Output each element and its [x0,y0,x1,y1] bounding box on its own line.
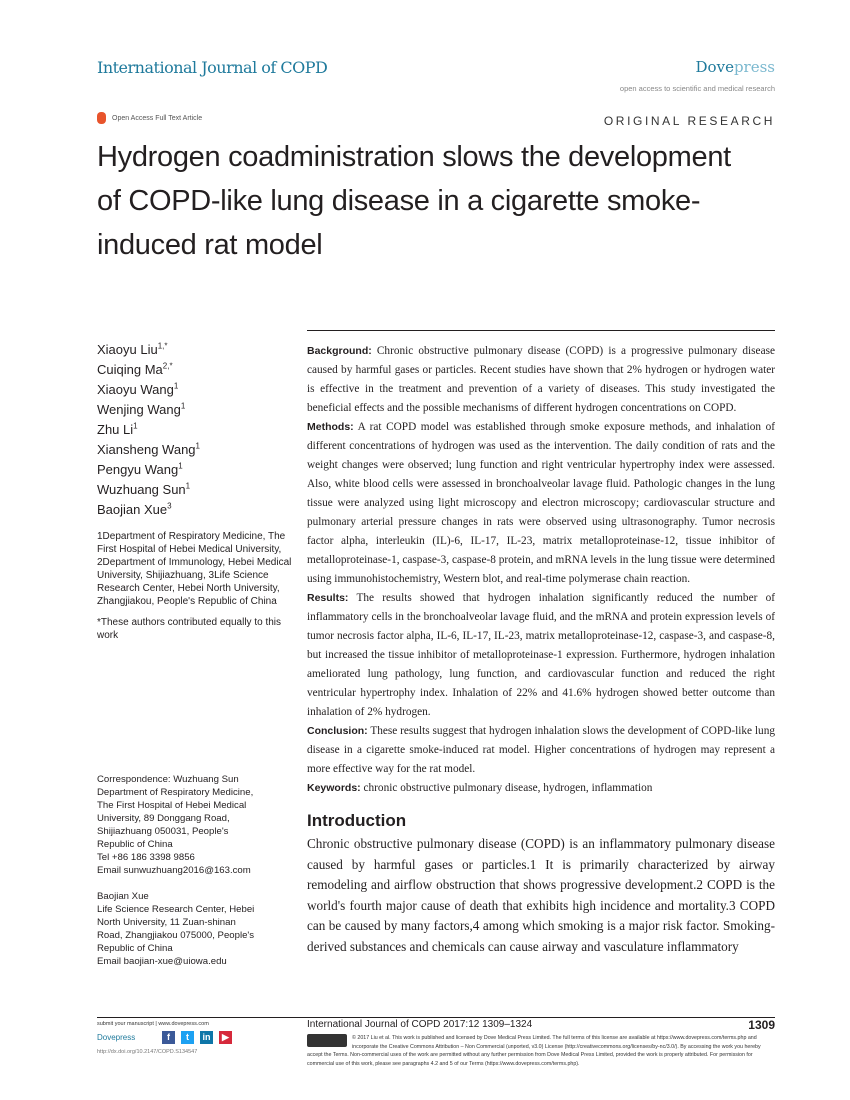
author-affiliation-mark: 1,* [157,341,168,351]
author-name: Xiaoyu Liu [97,342,158,357]
publisher-tagline: open access to scientific and medical research [619,84,775,93]
publisher-logo-a: Dove [695,58,734,76]
abstract-section [307,779,775,798]
author [97,440,297,460]
footer-dovepress-logo: Dovepress [97,1033,136,1042]
author-name: Xiaoyu Wang [97,382,174,397]
doi-link[interactable]: http://dx.doi.org/10.2147/COPD.S134547 [97,1049,198,1055]
open-access-label [97,112,202,124]
correspondence-line: Department of Respiratory Medicine, [97,787,254,798]
author-affiliation-mark: 1 [178,461,183,471]
linkedin-icon[interactable]: in [200,1031,213,1044]
social-links [162,1031,232,1044]
abstract-text: Chronic obstructive pulmonary disease (COPD) is a progressive pulmonary disease caused by harmful gases or particles. Recent studies have shown that 2% hydrogen or hydrogen water is effective in the treatment and prevention of a variety of diseases. This study investigated the beneficial effects and the possible mechanisms of different hydrogen concentrations on COPD. [307,345,775,414]
twitter-icon[interactable]: t [181,1031,194,1044]
abstract-section [307,418,775,589]
author [97,380,297,400]
correspondence-line: Life Science Research Center, Hebei [97,904,255,915]
author-name: Cuiqing Ma [97,362,163,377]
author-affiliation-mark: 1 [185,481,191,491]
correspondence-line: Email baojian-xue@uiowa.edu [97,956,227,967]
introduction-text: Chronic obstructive pulmonary disease (COPD) is an inflammatory pulmonary disease caused by harmful gases or particles.1 It is primarily characterized by airway remodeling and airflow obstruction that shows progressive development.2 COPD is the world's fourth major cause of death that exhibits high incidence and mortality.3 COPD can be caused by many factors,4 among which smoking is a major risk factor. Smoking-derived substances and chemicals can cause airway and vasculature inflammatory [307,836,775,954]
page-number: 1309 [748,1018,775,1032]
correspondence-line: Republic of China [97,839,173,850]
abstract-text: These results suggest that hydrogen inhalation slows the development of COPD-like lung disease in a cigarette smoke-induced rat model. Higher concentrations of hydrogen may represent a more effective way for the rat model. [307,725,775,775]
open-access-text: Open Access Full Text Article [112,114,203,122]
youtube-icon[interactable]: ▶ [219,1031,232,1044]
author-name: Wenjing Wang [97,402,181,417]
open-access-icon [97,112,106,124]
license-text-2: hereby accept the Terms. Non-commercial uses of the work are permitted without any further permission from Dove Medical Press Limited, provided the work is properly attributed. For permission for commercial use of this work, please see paragraphs 4.2 and 5 of our Terms (https://www.dovepress.com/terms.php). [307,1043,761,1067]
license-block [307,1034,775,1068]
abstract-label: Results: [307,592,349,604]
correspondence-2 [97,890,302,968]
author [97,340,297,360]
publisher-logo [696,58,775,76]
correspondence-line: Correspondence: Wuzhuang Sun [97,774,239,785]
creative-commons-icon [307,1034,347,1047]
journal-name: International Journal of COPD [97,58,328,77]
correspondence-group [97,773,302,968]
author-name: Pengyu Wang [97,462,179,477]
correspondence-line: Baojian Xue [97,891,149,902]
author [97,460,297,480]
abstract-section [307,722,775,779]
abstract-label: Conclusion: [307,725,368,737]
abstract-section [307,589,775,722]
author [97,480,297,500]
author-affiliation-mark: 1 [180,401,186,411]
correspondence-line: Tel +86 186 3398 9856 [97,852,195,863]
correspondence-1 [97,773,302,877]
affiliations: 1Department of Respiratory Medicine, The First Hospital of Hebei Medical University, 2Department of Immunology, Hebei Medical University, Shijiazhuang, 3Life Science Research Center, Hebei North University, Zhangjiakou, People's Republic of China [97,531,292,607]
abstract-label: Keywords: [307,782,361,794]
author-affiliation-mark: 1 [195,441,200,451]
abstract-section [307,342,775,418]
author-affiliation-mark: 3 [167,501,172,511]
author [97,400,297,420]
abstract-rule [307,330,775,331]
abstract-label: Methods: [307,421,354,433]
correspondence-line: The First Hospital of Hebei Medical [97,800,247,811]
submit-manuscript-link[interactable]: submit your manuscript | www.dovepress.com [97,1021,209,1027]
correspondence-line: Republic of China [97,943,173,954]
author-name: Wuzhuang Sun [97,482,186,497]
equal-contribution-note: *These authors contributed equally to this work [97,617,281,641]
correspondence-line: North University, 11 Zuan-shinan [97,917,236,928]
author-name: Zhu Li [97,422,134,437]
author-name: Xiansheng Wang [97,442,196,457]
author-name: Baojian Xue [97,502,168,517]
abstract-label: Background: [307,345,372,357]
article-type: ORIGINAL RESEARCH [603,114,775,128]
correspondence-line: Email sunwuzhuang2016@163.com [97,865,251,876]
author [97,360,297,380]
abstract-text: A rat COPD model was established through smoke exposure methods, and inhalation of different concentrations of hydrogen was used as the intervention. The daily condition of rats and the weight changes were observed; lung function and right ventricular hypertrophy index were assessed. Also, white blood cells were assessed in bronchoalveolar lavage fluid. Pathologic changes in the lung tissue were analyzed using light microscopy and electron microscopy; cardiovascular structure and pulmonary arterial pressure changes in rats were observed using ultrasonography. Tumor necrosis factor alpha, interleukin (IL)-6, IL-17, IL-23, matrix metalloproteinase-12, tissue inhibitor of metalloproteinase-1, caspase-3, caspase-8 protein, and mRNA levels in the lung tissue were determined using immunohistochemistry, Western blot, and real-time polymerase chain reaction. [307,421,775,585]
publisher-logo-b: press [733,58,775,76]
article-title: Hydrogen coadministration slows the development of COPD-like lung disease in a cigarette smoke-induced rat model [97,141,731,261]
author [97,420,297,440]
introduction-heading: Introduction [307,811,407,830]
correspondence-line: Road, Zhangjiakou 075000, People's [97,930,255,941]
abstract-text: The results showed that hydrogen inhalation significantly reduced the number of inflammatory cells in the bronchoalveolar lavage fluid, and the mRNA and protein expression levels of tumor necrosis factor alpha, IL-6, IL-17, IL-23, matrix metalloproteinase-12, caspase-3, and caspase-8, but increased the tissue inhibitor of metalloproteinase-1 expression. Furthermore, hydrogen inhalation ameliorated lung pathology, lung function, and cardiovascular function and reduced the right ventricular hypertrophy index. Inhalation of 22% and 41.6% hydrogen showed better outcome than inhalation of 2% hydrogen. [307,592,775,718]
citation: International Journal of COPD 2017:12 1309–1324 [307,1019,533,1030]
author-column [97,340,297,642]
footer-rule [97,1017,775,1018]
abstract [307,342,775,798]
author-affiliation-mark: 2,* [162,361,173,371]
author-affiliation-mark: 1 [133,421,138,431]
correspondence-line: Shijiazhuang 050031, People's [97,826,229,837]
abstract-text: chronic obstructive pulmonary disease, hydrogen, inflammation [360,782,653,794]
correspondence-line: University, 89 Donggang Road, [97,813,230,824]
author-affiliation-mark: 1 [173,381,179,391]
author [97,500,297,520]
main-column [307,342,775,957]
facebook-icon[interactable]: f [162,1031,175,1044]
license-text-1: © 2017 Liu et al. This work is published and licensed by Dove Medical Press Limited. The full terms of this license are available at https://www.dovepress.com/terms.php and incorporate the Creative Commons Attribution – Non Commercial (unported, v3.0) License (http://creativecommons.org/licenses/by-nc/3.0/). By accessing the work you [352,1035,757,1050]
author-list [97,340,297,520]
